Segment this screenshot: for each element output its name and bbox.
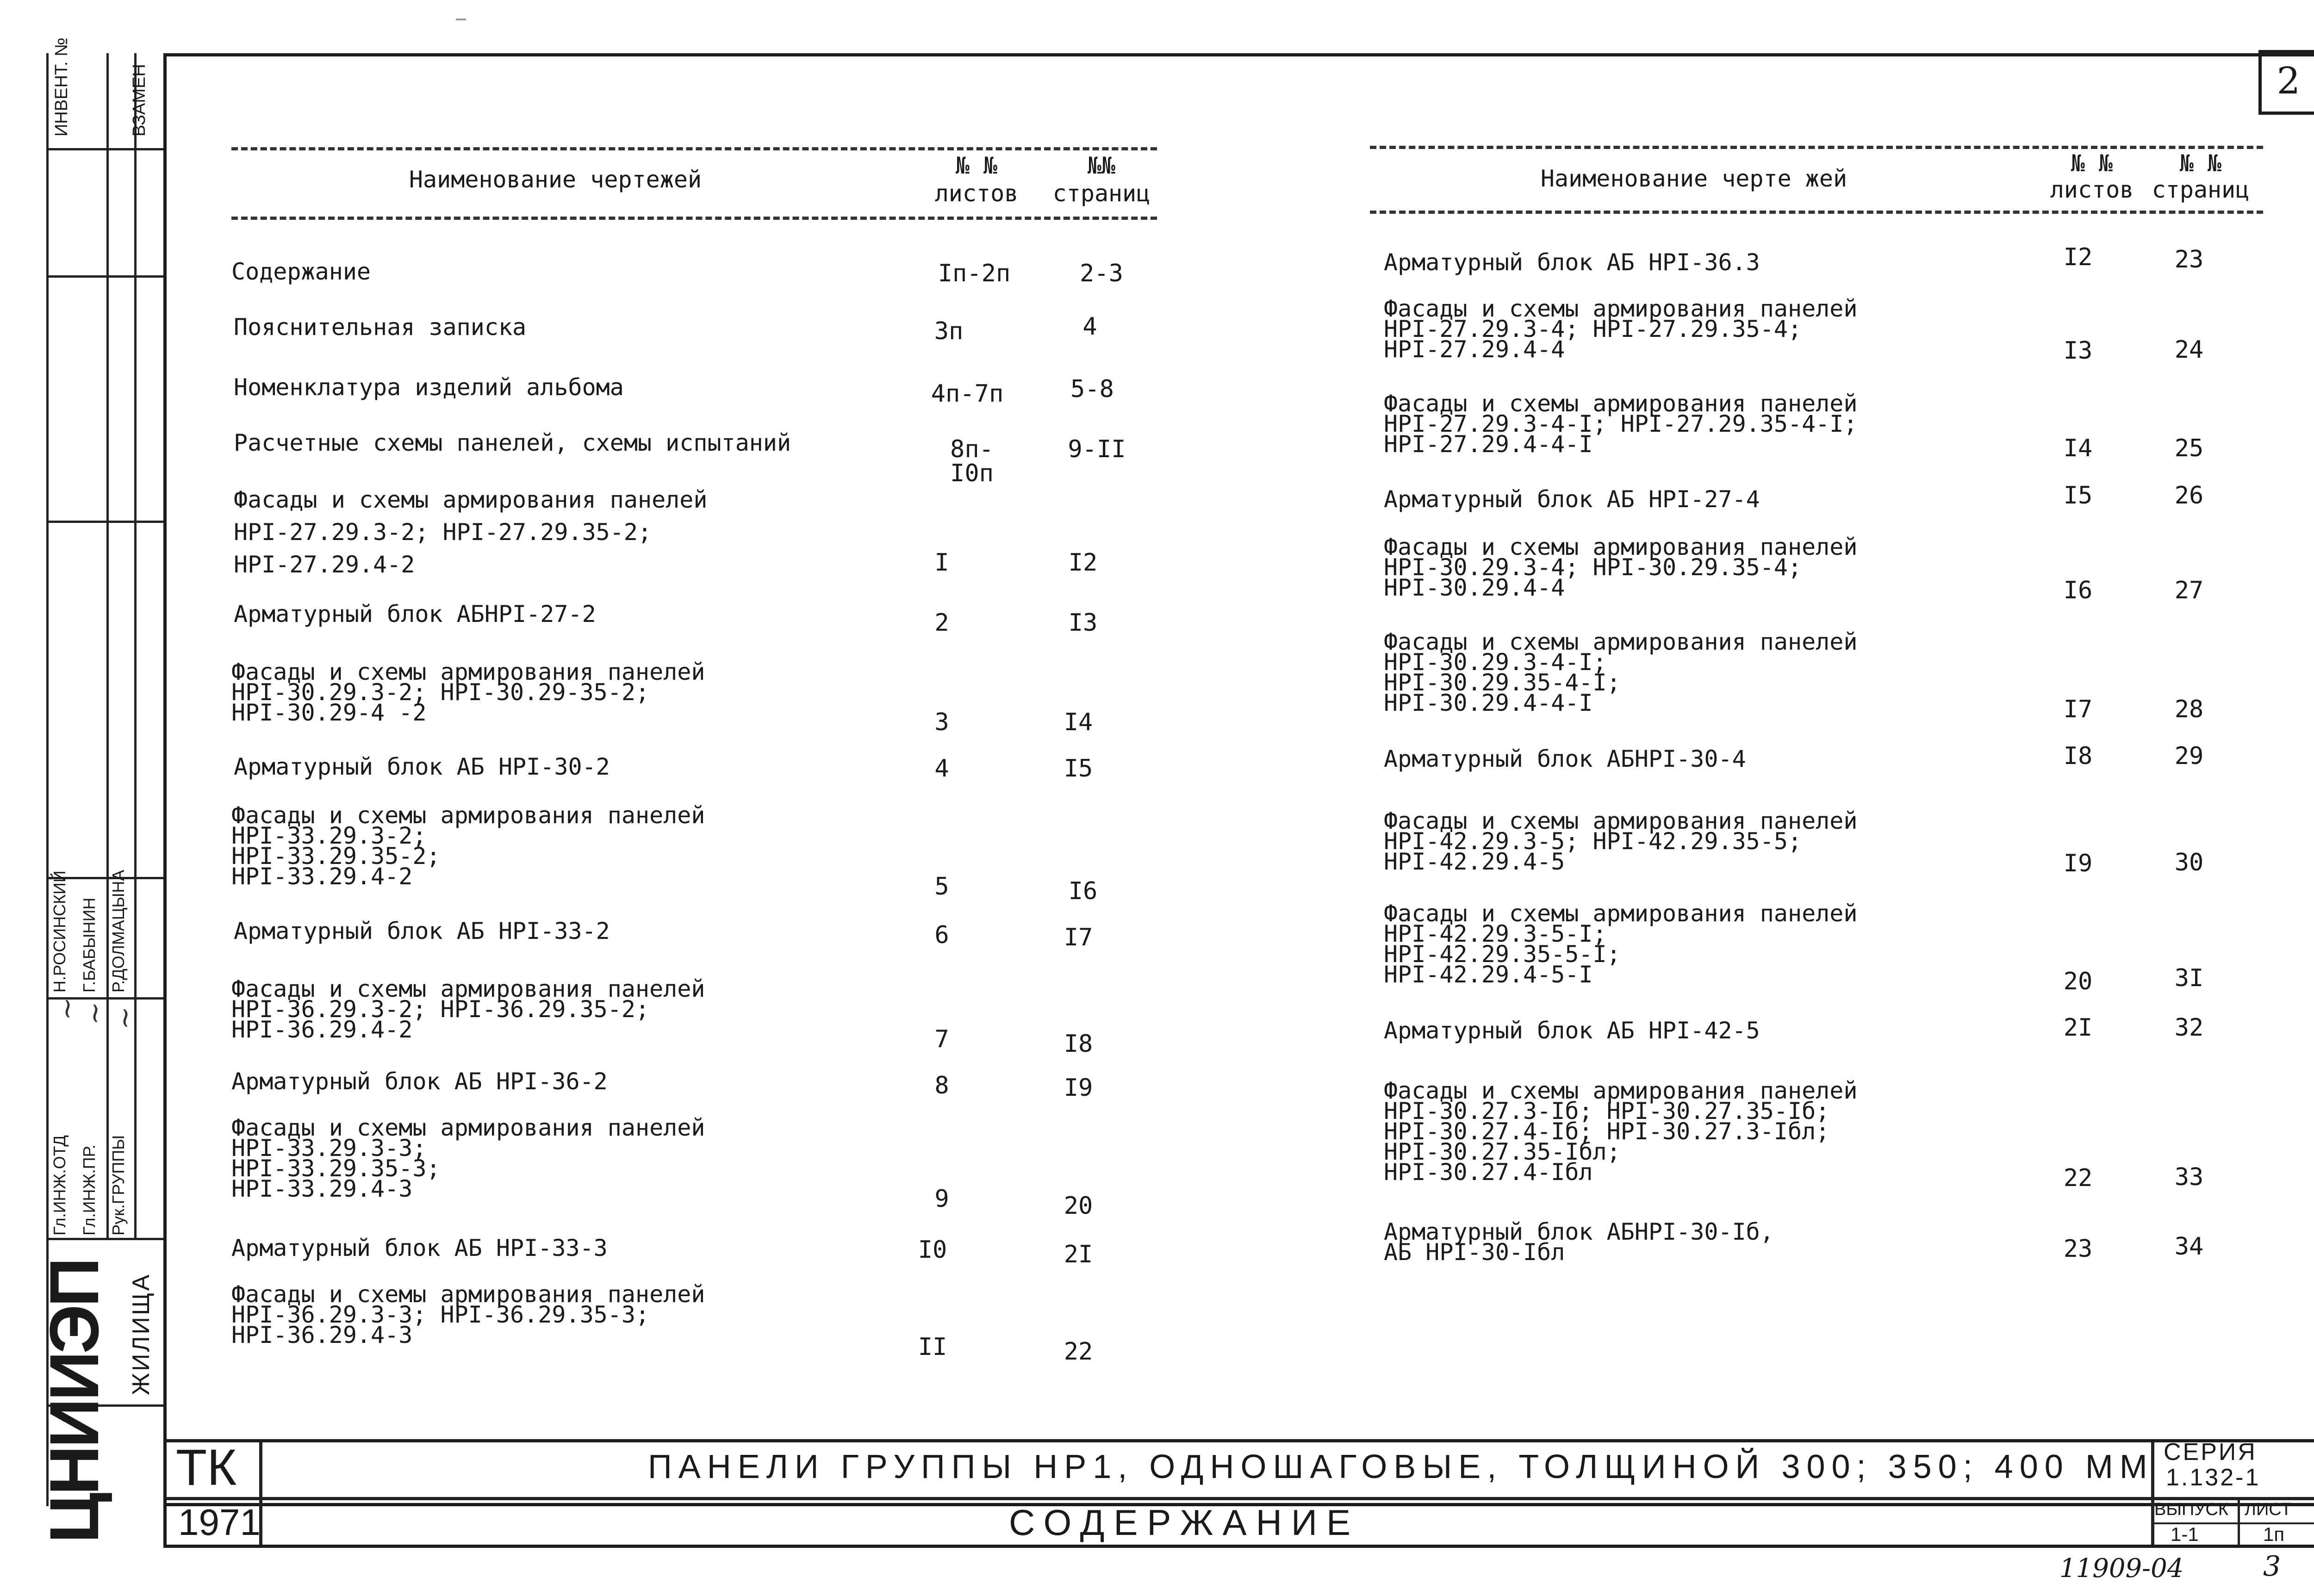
entry-text: Фасады и схемы армирования панелей НРI-33.29.3-2; НРI-33.29.35-2; НРI-33.29.4-2 [231,802,705,890]
entry-sheet: I6 [2063,577,2093,604]
issue-value: 1-1 [2171,1523,2199,1545]
entry-page: 30 [2174,849,2204,876]
entry-text: Фасады и схемы армирования панелей НРI-30.29.3-4; НРI-30.29.35-4; НРI-30.29.4-4 [1384,534,1858,601]
entry-sheet: II [918,1333,947,1361]
entry-page: 5-8 [1070,375,1114,403]
entry-page: 23 [2174,246,2204,273]
entry-sheet: 7 [934,1025,949,1053]
entry-sheet: 4п-7п [931,380,1004,408]
entry-text: Арматурный блок АБНРI-27-2 [234,601,596,627]
sheet-value: 1п [2263,1523,2285,1545]
sheet-number: 2 [2277,59,2301,102]
entry-text: Фасады и схемы армирования панелей НРI-33.29.3-3; НРI-33.29.35-3; НРI-33.29.4-3 [231,1114,705,1202]
entry-text: Арматурный блок АБ НРI-27-4 [1384,486,1760,513]
left-sheets-header-top: № № [955,152,998,179]
code-bottom: 1971 [178,1502,261,1543]
entry-text: Содержание [231,258,371,285]
entry-page: 27 [2174,577,2204,604]
entry-page: 24 [2174,336,2204,364]
left-header-bottom-rule [231,217,1157,220]
entry-sheet: 8 [934,1072,949,1099]
right-header-bottom-rule [1370,211,2263,214]
entry-text: Арматурный блок АБ НРI-33-3 [231,1235,608,1261]
right-sheets-header-top: № № [2071,150,2113,177]
entry-sheet: 20 [2063,968,2093,995]
name-3: Р.ДОЛМАЦЫНА [109,869,128,993]
entry-sheet: 3 [934,708,949,736]
entry-page: 29 [2174,742,2204,770]
entry-page: 32 [2174,1014,2204,1042]
entry-text: Фасады и схемы армирования панелей НРI-30.29.3-4-I; НРI-30.29.35-4-I; НРI-30.29.4-4-I [1384,628,1858,716]
footer-page-number: 3 [2263,1550,2281,1583]
left-sheets-header-bottom: листов [934,180,1019,207]
entry-sheet: I4 [2063,435,2093,462]
role-2: Гл.ИНЖ.ПР. [80,1144,99,1236]
entry-sheet: 5 [934,873,949,900]
entry-page: I2 [1068,549,1098,577]
title-main: ПАНЕЛИ ГРУППЫ НР1, ОДНОШАГОВЫЕ, ТОЛЩИНОЙ 300; 350; 400 ММ [648,1448,2154,1485]
entry-text: Номенклатура изделий альбома [234,374,624,401]
sheet-label: ЛИСТ [2245,1500,2292,1519]
entry-page: 22 [1064,1338,1093,1366]
inventory-label: ИНВЕНТ. № [52,37,71,137]
entry-page: 2-3 [1080,260,1123,287]
left-pages-header-top: №№ [1087,152,1116,179]
entry-page: 3I [2174,964,2204,992]
series-value: 1.132-1 [2166,1464,2261,1491]
entry-text: Арматурный блок АБ НРI-33-2 [234,918,610,944]
entry-sheet: 6 [934,921,949,949]
sheet-number-box [2258,50,2314,115]
entry-sheet: I0 [918,1236,947,1264]
name-1: Н.РОСИНСКИЙ [50,870,69,993]
entry-text: Фасады и схемы армирования панелей НРI-27.29.3-4-I; НРI-27.29.35-4-I; НРI-27.29.4-4-I [1384,390,1858,458]
left-pages-header-bottom: страниц [1052,180,1151,207]
right-pages-header-bottom: страниц [2152,176,2250,203]
entry-text: Расчетные схемы панелей, схемы испытаний [234,429,791,456]
replace-label: ВЗАМЕН [130,64,149,137]
org-suffix: ЖИЛИЩА [128,1273,155,1395]
left-stamp [35,37,163,1543]
entry-page: 33 [2174,1163,2204,1191]
entry-sheet: 9 [934,1185,949,1213]
series-label: СЕРИЯ [2164,1439,2257,1466]
entry-page: 25 [2174,435,2204,462]
entry-text: Фасады и схемы армирования панелей НРI-36.29.3-3; НРI-36.29.35-3; НРI-36.29.4-3 [231,1281,705,1348]
footer-handwritten-number: 11909-04 [2059,1553,2184,1584]
entry-page: 28 [2174,696,2204,723]
entry-sheet: I3 [2063,337,2093,365]
role-1: Гл.ИНЖ.ОТД [50,1135,69,1236]
right-sheets-header-bottom: листов [2050,176,2134,203]
entry-sheet: I5 [2063,482,2093,509]
entry-text: Фасады и схемы армирования панелей НРI-42.29.3-5-I; НРI-42.29.35-5-I; НРI-42.29.4-5-I [1384,900,1858,988]
role-3: Рук.ГРУППЫ [109,1135,128,1236]
entry-sheet: 3п [934,317,964,345]
entry-page: 4 [1082,313,1097,341]
entry-page: 26 [2174,482,2204,509]
entry-text: Арматурный блок АБ НРI-30-2 [234,753,610,780]
entry-text: Арматурный блок АБНРI-30-Iб, АБ НРI-30-Iбл [1384,1218,1774,1266]
entry-sheet: I [934,549,949,577]
code-top: ТК [176,1439,237,1496]
entry-page: I6 [1068,877,1098,905]
entry-text: Арматурный блок АБ НРI-36-2 [231,1068,608,1095]
entry-sheet: 22 [2063,1164,2093,1192]
entry-sheet: 23 [2063,1235,2093,1263]
entry-text: Фасады и схемы армирования панелей НРI-36.29.3-2; НРI-36.29.35-2; НРI-36.29.4-2 [231,975,705,1043]
entry-page: 9-II [1068,435,1126,463]
right-header-top-rule [1370,146,2263,149]
right-pages-header-top: № № [2179,150,2222,177]
entry-sheet: I9 [2063,850,2093,877]
entry-page: I4 [1064,708,1093,736]
entry-page: I9 [1064,1074,1093,1102]
entry-sheet: I2 [2063,243,2093,271]
entry-page: 2I [1064,1241,1093,1268]
left-name-header: Наименование чертежей [409,166,702,193]
entry-text: Фасады и схемы армирования панелей НРI-30.29.3-2; НРI-30.29-35-2; НРI-30.29-4 -2 [231,658,705,726]
left-header-top-rule [231,147,1157,150]
title-sub: СОДЕРЖАНИЕ [1009,1502,1360,1543]
entry-sheet: I8 [2063,742,2093,770]
entry-page: 34 [2174,1233,2204,1261]
entry-page: I8 [1064,1030,1093,1058]
entry-sheet: Iп-2п [938,260,1011,287]
entry-sheet: I7 [2063,696,2093,723]
entry-text: Арматурный блок АБНРI-30-4 [1384,745,1746,772]
entry-text: Арматурный блок АБ НРI-42-5 [1384,1017,1760,1044]
top-mark [456,19,466,20]
signature-2: ~ [79,1001,111,1025]
entry-sheet: 2 [934,609,949,637]
entry-page: I3 [1068,609,1098,637]
entry-sheet: 2I [2063,1014,2093,1042]
entry-text: Фасады и схемы армирования панелей НРI-30.27.3-Iб; НРI-30.27.35-Iб; НРI-30.27.4-Iб; НРI-30.27.3-Iбл; НРI-30.27.35-Iбл; НРI-30.27.4-Iбл [1384,1077,1858,1186]
entry-page: 20 [1064,1192,1093,1220]
entry-page: I5 [1064,755,1093,782]
signature-1: ~ [51,997,83,1020]
name-2: Г.БАБЫНИН [80,897,99,993]
entry-text: Фасады и схемы армирования панелей НРI-27.29.3-2; НРI-27.29.35-2; НРI-27.29.4-2 [234,486,708,578]
signature-3: ~ [109,1006,141,1030]
entry-page: I7 [1064,924,1093,951]
entry-text: Фасады и схемы армирования панелей НРI-42.29.3-5; НРI-42.29.35-5; НРI-42.29.4-5 [1384,807,1858,875]
entry-text: Арматурный блок АБ НРI-36.3 [1384,249,1760,276]
org-logo-icon: ЦНИИЭП [35,1260,113,1543]
issue-label: ВЫПУСК [2154,1500,2229,1519]
entry-sheet: 8п-I0п [950,435,994,487]
entry-sheet: 4 [934,755,949,782]
entry-text: Фасады и схемы армирования панелей НРI-27.29.3-4; НРI-27.29.35-4; НРI-27.29.4-4 [1384,295,1858,363]
right-name-header: Наименование черте жей [1540,165,1847,192]
entry-text: Пояснительная записка [234,314,527,341]
